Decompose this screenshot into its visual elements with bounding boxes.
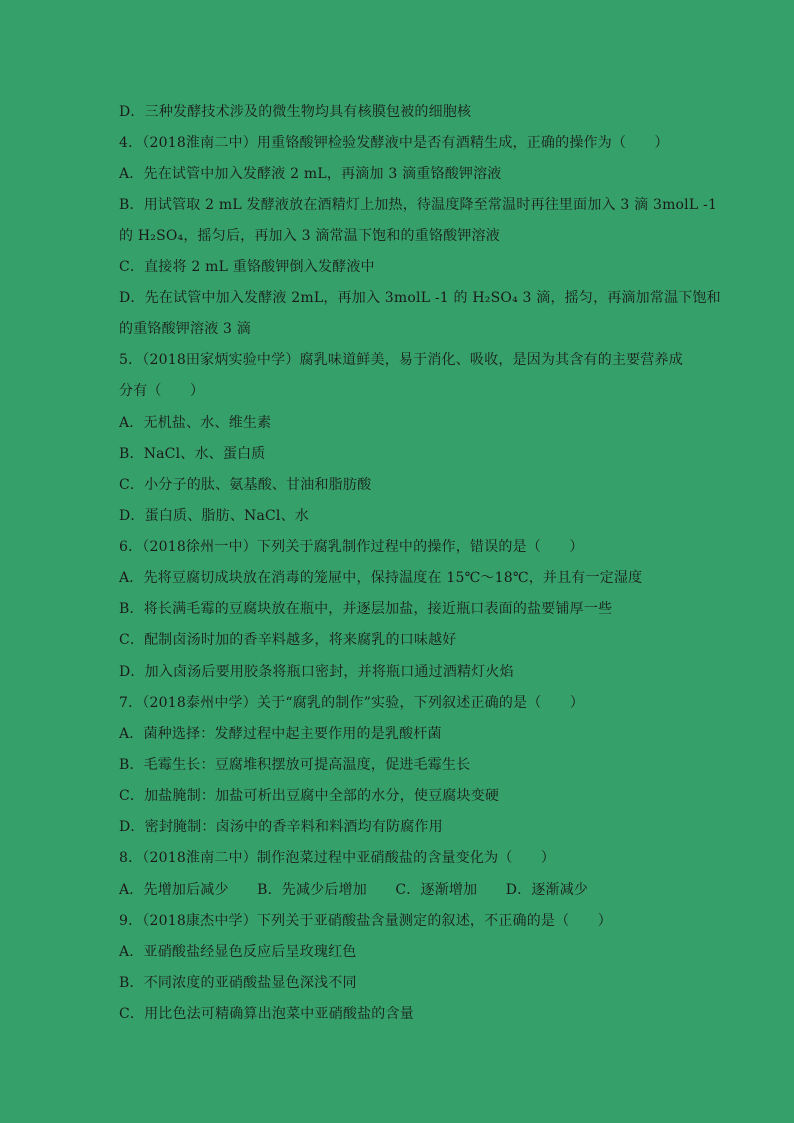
option-4c: C．直接将 2 mL 重铬酸钾倒入发酵液中 (119, 259, 375, 275)
option-5d: D．蛋白质、脂肪、NaCl、水 (119, 508, 310, 524)
question-6: 6．（2018徐州一中）下列关于腐乳制作过程中的操作，错误的是（ ） (119, 539, 584, 555)
option-6c: C．配制卤汤时加的香辛料越多，将来腐乳的口味越好 (119, 632, 457, 648)
option-5c: C．小分子的肽、氨基酸、甘油和脂肪酸 (119, 477, 372, 493)
question-8: 8．（2018淮南二中）制作泡菜过程中亚硝酸盐的含量变化为（ ） (119, 850, 556, 866)
option-7c: C．加盐腌制：加盐可析出豆腐中全部的水分，使豆腐块变硬 (119, 788, 500, 804)
option-4b: B．用试管取 2 mL 发酵液放在酒精灯上加热，待温度降至常温时再往里面加入 3 滴 3molL -1 (119, 197, 718, 213)
option-7a: A．菌种选择：发酵过程中起主要作用的是乳酸杆菌 (119, 726, 442, 742)
question-4: 4．（2018淮南二中）用重铬酸钾检验发酵液中是否有酒精生成，正确的操作为（ ） (119, 135, 669, 151)
option-9c: C．用比色法可精确算出泡菜中亚硝酸盐的含量 (119, 1006, 414, 1022)
question-5-cont: 分有（ ） (119, 383, 205, 399)
option-4d-cont: 的重铬酸钾溶液 3 滴 (119, 321, 252, 337)
options-8: A．先增加后减少 B．先减少后增加 C．逐渐增加 D．逐渐减少 (119, 882, 589, 898)
option-4d: D．先在试管中加入发酵液 2mL，再加入 3molL -1 的 H₂SO₄ 3 滴，摇匀，再滴加常温下饱和 (119, 290, 721, 306)
option-9a: A．亚硝酸盐经显色反应后呈玫瑰红色 (119, 944, 357, 960)
option-6d: D．加入卤汤后要用胶条将瓶口密封，并将瓶口通过酒精灯火焰 (119, 664, 514, 680)
option-6a: A．先将豆腐切成块放在消毒的笼屉中，保持温度在 15℃～18℃，并且有一定湿度 (119, 570, 643, 586)
option-5a: A．无机盐、水、维生素 (119, 415, 272, 431)
question-5: 5．（2018田家炳实验中学）腐乳味道鲜美，易于消化、吸收，是因为其含有的主要营养成 (119, 352, 683, 368)
option-9b: B．不同浓度的亚硝酸盐显色深浅不同 (119, 975, 357, 991)
option-6b: B．将长满毛霉的豆腐块放在瓶中，并逐层加盐，接近瓶口表面的盐要铺厚一些 (119, 601, 613, 617)
option-4b-cont: 的 H₂SO₄，摇匀后，再加入 3 滴常温下饱和的重铬酸钾溶液 (119, 228, 500, 244)
option-7b: B．毛霉生长：豆腐堆积摆放可提高温度，促进毛霉生长 (119, 757, 471, 773)
question-7: 7．（2018泰州中学）关于“腐乳的制作”实验，下列叙述正确的是（ ） (119, 695, 585, 711)
question-9: 9．（2018康杰中学）下列关于亚硝酸盐含量测定的叙述，不正确的是（ ） (119, 913, 612, 929)
option-5b: B．NaCl、水、蛋白质 (119, 446, 266, 462)
option-7d: D．密封腌制：卤汤中的香辛料和料酒均有防腐作用 (119, 819, 443, 835)
option-4a: A．先在试管中加入发酵液 2 mL，再滴加 3 滴重铬酸钾溶液 (119, 166, 502, 182)
option-3d: D．三种发酵技术涉及的微生物均具有核膜包被的细胞核 (119, 104, 472, 120)
